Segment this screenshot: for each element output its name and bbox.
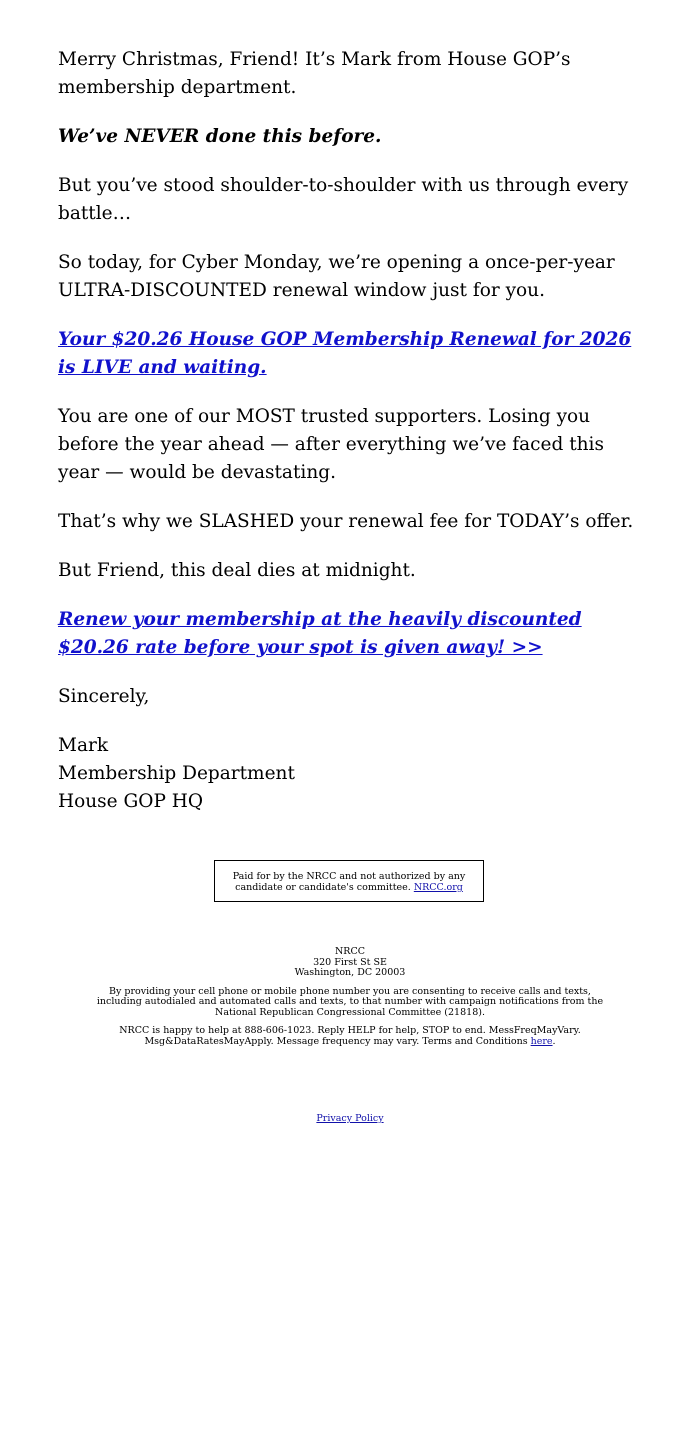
closing: Sincerely, (58, 686, 150, 707)
footer-org: NRCC (334, 946, 365, 957)
paragraph: But Friend, this deal dies at midnight. (58, 560, 416, 581)
paragraph: That’s why we SLASHED your renewal fee for TODAY’s offer. (58, 511, 634, 532)
paragraph: You are one of our MOST trusted supporters. Losing you before the year ahead — after everything we’ve faced this year — would be devastating. (58, 406, 604, 483)
renew-membership-link[interactable]: Renew your membership at the heavily discounted $20.26 rate before your spot is given away! >> (58, 609, 582, 658)
paragraph: But you’ve stood shoulder-to-shoulder with us through every battle… (58, 175, 629, 224)
privacy-policy-link[interactable]: Privacy Policy (316, 1113, 384, 1124)
greeting: Merry Christmas, Friend! It’s Mark from House GOP’s membership department. (58, 49, 571, 98)
consent-text: By providing your cell phone or mobile phone number you are consenting to receive calls and texts, including autodialed and automated calls and texts, to that number with campaign notifications from the National Republican Congressional Committee (21818). (96, 985, 604, 1018)
signature-org: House GOP HQ (58, 791, 204, 812)
paragraph: So today, for Cyber Monday, we’re opening a once-per-year ULTRA-DISCOUNTED renewal window just for you. (58, 252, 615, 301)
help-text-body: NRCC is happy to help at 888-606-1023. Reply HELP for help, STOP to end. MessFreqMayVary. Msg&DataRatesMayApply. Message frequency may vary. Terms and Conditions (119, 1025, 581, 1047)
nrcc-link[interactable]: NRCC.org (413, 882, 463, 893)
footer-street: 320 First St SE (313, 956, 387, 968)
help-text: NRCC is happy to help at 888-606-1023. Reply HELP for help, STOP to end. MessFreqMayVary. Msg&DataRatesMayApply. Message frequency may vary. Terms and Conditions here. (119, 1025, 581, 1047)
headline: We’ve NEVER done this before. (58, 126, 382, 147)
disclaimer-text: Paid for by the NRCC and not authorized by any candidate or candidate's committee. (232, 871, 466, 893)
signature (58, 732, 650, 816)
footer (95, 947, 605, 1055)
paid-for-disclaimer (214, 860, 484, 902)
email-body (58, 46, 650, 837)
terms-here-link[interactable]: here (530, 1035, 553, 1047)
signature-name: Mark (58, 735, 109, 756)
renewal-link[interactable]: Your $20.26 House GOP Membership Renewal for 2026 is LIVE and waiting. (58, 329, 632, 378)
privacy-section (0, 1113, 700, 1124)
signature-dept: Membership Department (58, 763, 295, 784)
address (95, 947, 605, 979)
footer-city: Washington, DC 20003 (294, 967, 406, 978)
